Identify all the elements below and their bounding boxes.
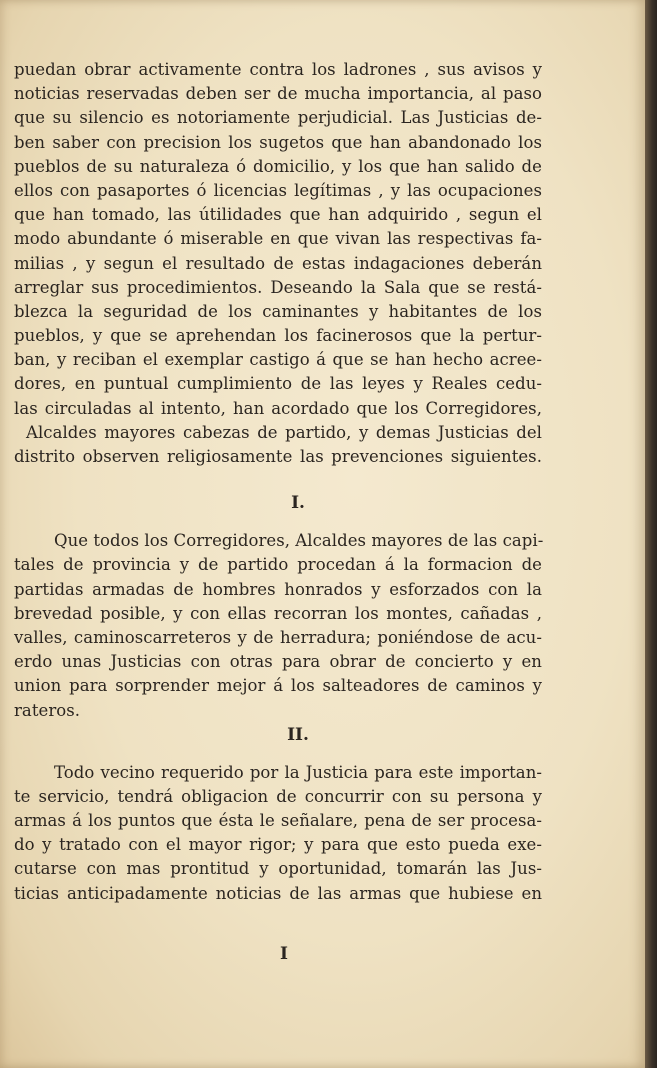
text-line: do y tratado con el mayor rigor; y para que esto pueda exe-	[14, 835, 542, 855]
text-line: blezca la seguridad de los caminantes y habitantes de los	[14, 301, 542, 321]
text-line: armas á los puntos que ésta le señalare, pena de ser procesa-	[14, 811, 542, 831]
section-1-paragraph	[14, 529, 542, 723]
section-heading-2: II.	[287, 724, 309, 745]
text-line: modo abundante ó miserable en que vivan las respectivas fa-	[14, 229, 542, 249]
text-line: Alcaldes mayores cabezas de partido, y demas Justicias del	[26, 422, 542, 442]
text-line: ticias anticipadamente noticias de las armas que hubiese en	[14, 883, 542, 903]
text-line: valles, caminoscarreteros y de herradura; poniéndose de acu-	[14, 627, 542, 647]
text-line: cutarse con mas prontitud y oportunidad, tomarán las Jus-	[14, 859, 542, 879]
signature-mark: I	[280, 944, 288, 964]
text-line: que han tomado, las útilidades que han adquirido , segun el	[14, 205, 542, 225]
text-line: arreglar sus procedimientos. Deseando la Sala que se restá-	[14, 277, 542, 297]
text-line: Que todos los Corregidores, Alcaldes mayores de las capi-	[54, 531, 544, 551]
text-line: Todo vecino requerido por la Justicia para este importan-	[54, 762, 542, 782]
text-line: partidas armadas de hombres honrados y esforzados con la	[14, 579, 542, 599]
text-line: pueblos, y que se aprehendan los facinerosos que la pertur-	[14, 326, 542, 346]
text-line: tales de provincia y de partido procedan á la formacion de	[14, 555, 542, 575]
text-line: ban, y reciban el exemplar castigo á que se han hecho acree-	[14, 350, 542, 370]
text-line: ben saber con precision los sugetos que han abandonado los	[14, 132, 542, 152]
text-line: milias , y segun el resultado de estas indagaciones deberán	[14, 253, 542, 273]
text-line: ellos con pasaportes ó licencias legítimas , y las ocupaciones	[14, 180, 542, 200]
text-line: dores, en puntual cumplimiento de las leyes y Reales cedu-	[14, 374, 542, 394]
text-line: brevedad posible, y con ellas recorran los montes, cañadas ,	[14, 603, 542, 623]
paragraph-1	[14, 58, 542, 469]
page-edge	[645, 0, 657, 1068]
text-line: noticias reservadas deben ser de mucha importancia, al paso	[14, 84, 542, 104]
document-body	[14, 58, 542, 906]
text-line: distrito observen religiosamente las prevenciones siguientes.	[14, 447, 542, 466]
text-line: puedan obrar activamente contra los ladrones , sus avisos y	[14, 60, 542, 79]
text-line: rateros.	[14, 700, 81, 720]
text-line: las circuladas al intento, han acordado que los Corregidores,	[14, 398, 542, 418]
text-line: pueblos de su naturaleza ó domicilio, y los que han salido de	[14, 156, 542, 176]
section-2-paragraph	[14, 761, 542, 906]
text-line: que su silencio es notoriamente perjudicial. Las Justicias de-	[14, 108, 542, 128]
text-line: erdo unas Justicias con otras para obrar de concierto y en	[14, 652, 542, 672]
section-heading-1: I.	[291, 493, 305, 514]
text-line: te servicio, tendrá obligacion de concurrir con su persona y	[14, 786, 542, 806]
text-line: union para sorprender mejor á los salteadores de caminos y	[14, 676, 542, 696]
